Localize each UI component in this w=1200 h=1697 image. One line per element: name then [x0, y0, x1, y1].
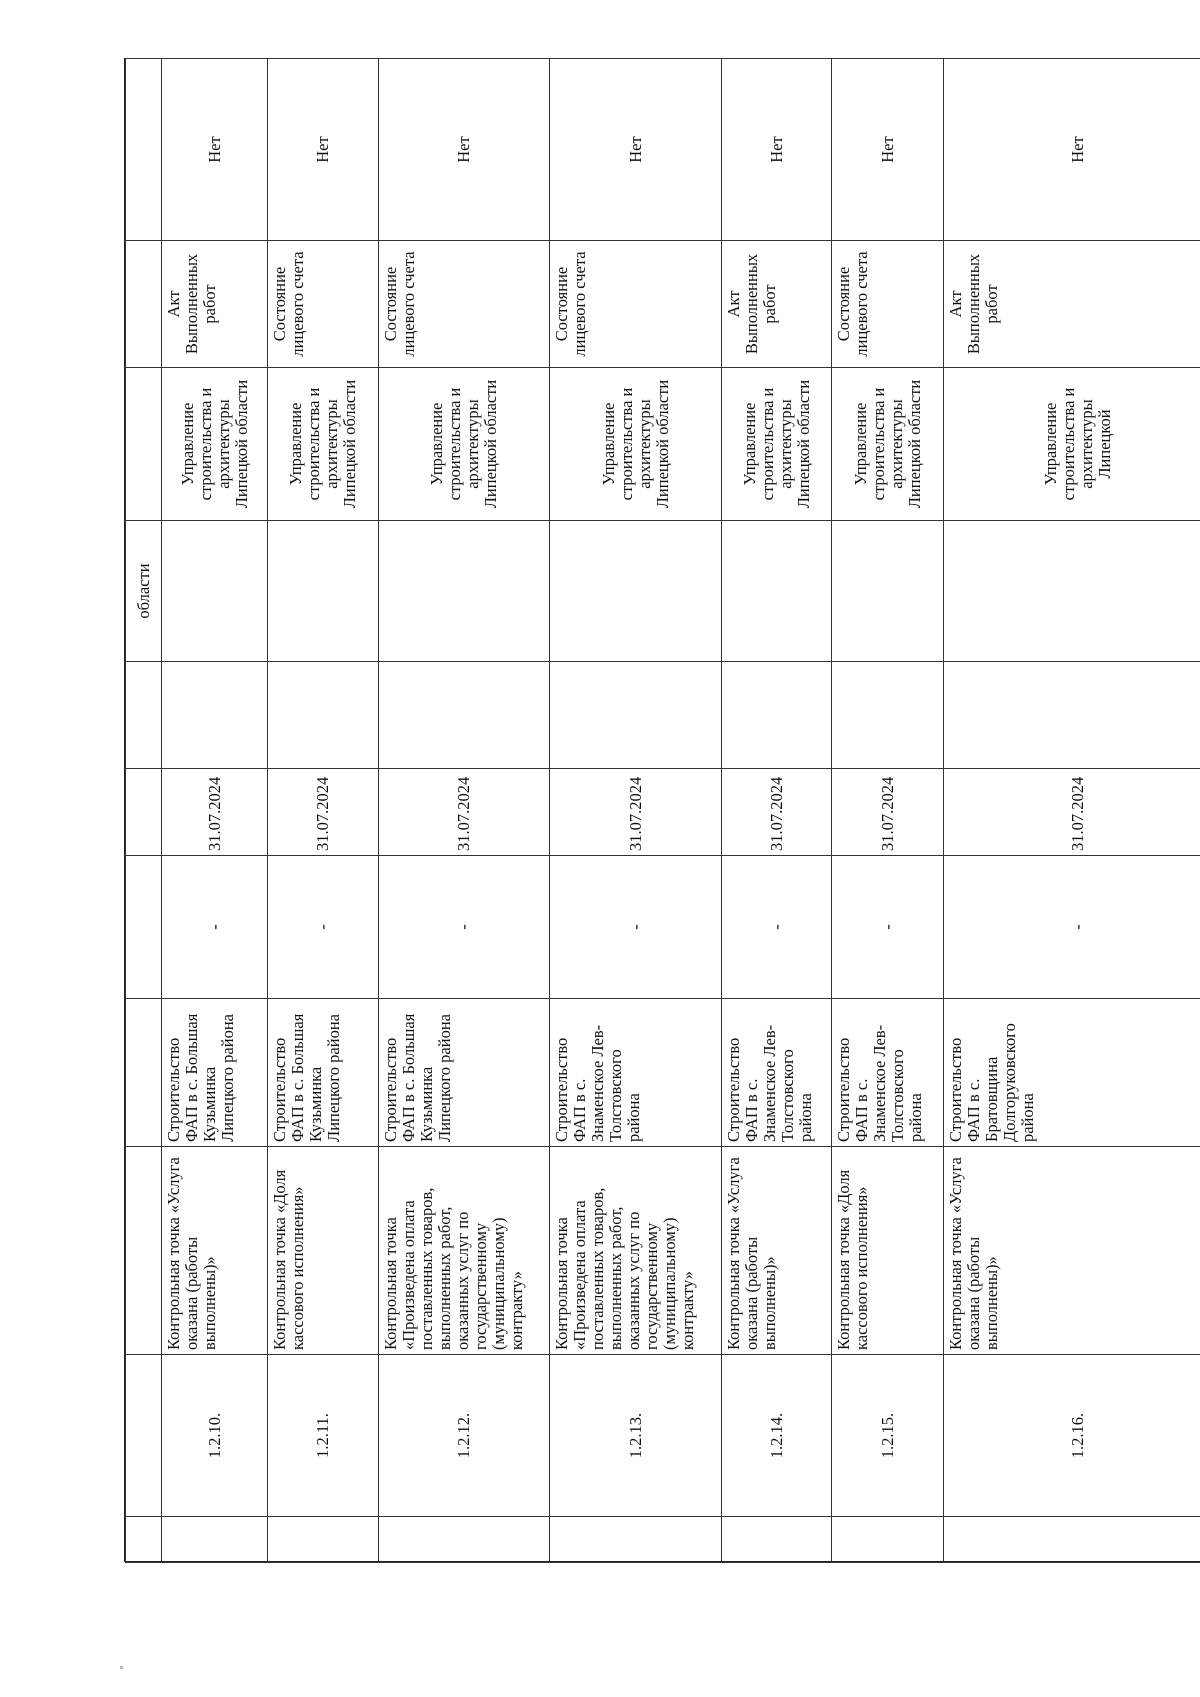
empty-cell [832, 521, 944, 662]
empty-cell [379, 662, 550, 769]
empty-cell [268, 662, 379, 769]
flag-cell: Нет [832, 59, 944, 241]
header-cell [126, 662, 162, 769]
control-point-name: Контрольная точка «Произведена оплата поставленных товаров, выполненных работ, оказанных услуг по государственному (муниципальному) контракту» [379, 1147, 550, 1355]
header-cell [126, 1517, 162, 1563]
table-row [722, 59, 832, 1563]
empty-cell [550, 1517, 722, 1563]
end-date-cell: 31.07.2024 [722, 769, 832, 856]
empty-cell [162, 662, 268, 769]
control-point-name: Контрольная точка «Доля кассового исполнения» [268, 1147, 379, 1355]
end-date-cell: 31.07.2024 [379, 769, 550, 856]
table-row [162, 59, 268, 1563]
scan-speck [120, 1666, 123, 1669]
responsible-org: Управление строительства и архитектуры Липецкой области [832, 368, 944, 521]
object-description: Строительство ФАП в с. Большая Кузьминка Липецкого района [268, 999, 379, 1147]
table-row [832, 59, 944, 1563]
confirming-document: Состояние лицевого счета [550, 241, 722, 368]
row-number: 1.2.12. [379, 1355, 550, 1517]
header-cell [126, 368, 162, 521]
table-row [550, 59, 722, 1563]
confirming-document: Состояние лицевого счета [832, 241, 944, 368]
flag-cell: Нет [162, 59, 268, 241]
end-date-cell: 31.07.2024 [268, 769, 379, 856]
header-cell [126, 241, 162, 368]
confirming-document: Состояние лицевого счета [379, 241, 550, 368]
control-point-name: Контрольная точка «Услуга оказана (работы выполнены)» [944, 1147, 1200, 1355]
empty-cell [162, 1517, 268, 1563]
flag-cell: Нет [550, 59, 722, 241]
row-number: 1.2.11. [268, 1355, 379, 1517]
confirming-document: Акт Выполненных работ [944, 241, 1200, 368]
empty-cell [379, 1517, 550, 1563]
row-number: 1.2.15. [832, 1355, 944, 1517]
control-points-table [125, 58, 1200, 1563]
control-point-name: Контрольная точка «Произведена оплата поставленных товаров, выполненных работ, оказанных услуг по государственному (муниципальному) контракту» [550, 1147, 722, 1355]
end-date-cell: 31.07.2024 [162, 769, 268, 856]
object-description: Строительство ФАП в с. Большая Кузьминка Липецкого района [379, 999, 550, 1147]
empty-cell [944, 662, 1200, 769]
start-date-cell: - [162, 856, 268, 999]
end-date-cell: 31.07.2024 [550, 769, 722, 856]
empty-cell [832, 662, 944, 769]
empty-cell [268, 521, 379, 662]
table-row [944, 59, 1200, 1563]
object-description: Строительство ФАП в с. Знаменское Лев-Толстовского района [550, 999, 722, 1147]
start-date-cell: - [379, 856, 550, 999]
confirming-document: Акт Выполненных работ [722, 241, 832, 368]
header-cell [126, 1147, 162, 1355]
object-description: Строительство ФАП в с. Знаменское Лев-Толстовского района [722, 999, 832, 1147]
responsible-org: Управление строительства и архитектуры Липецкой [944, 368, 1200, 521]
table-row [379, 59, 550, 1563]
object-description: Строительство ФАП в с. Знаменское Лев-Толстовского района [832, 999, 944, 1147]
control-point-name: Контрольная точка «Доля кассового исполнения» [832, 1147, 944, 1355]
header-cell [126, 1355, 162, 1517]
flag-cell: Нет [722, 59, 832, 241]
empty-cell [162, 521, 268, 662]
empty-cell [268, 1517, 379, 1563]
start-date-cell: - [550, 856, 722, 999]
start-date-cell: - [722, 856, 832, 999]
table-header-row [126, 59, 162, 1563]
empty-cell [944, 1517, 1200, 1563]
header-cell [126, 769, 162, 856]
flag-cell: Нет [379, 59, 550, 241]
responsible-org: Управление строительства и архитектуры Липецкой области [550, 368, 722, 521]
object-description: Строительство ФАП в с. Большая Кузьминка Липецкого района [162, 999, 268, 1147]
document-page [124, 58, 1200, 1562]
header-cell [126, 999, 162, 1147]
start-date-cell: - [832, 856, 944, 999]
empty-cell [722, 1517, 832, 1563]
header-org-tail: области [126, 521, 162, 662]
empty-cell [722, 662, 832, 769]
rotated-table-wrapper [125, 59, 1200, 1563]
responsible-org: Управление строительства и архитектуры Липецкой области [722, 368, 832, 521]
table-row [268, 59, 379, 1563]
flag-cell: Нет [268, 59, 379, 241]
empty-cell [379, 521, 550, 662]
object-description: Строительство ФАП в с. Братовщина Долгоруковского района [944, 999, 1200, 1147]
row-number: 1.2.16. [944, 1355, 1200, 1517]
empty-cell [722, 521, 832, 662]
control-point-name: Контрольная точка «Услуга оказана (работы выполнены)» [722, 1147, 832, 1355]
responsible-org: Управление строительства и архитектуры Липецкой области [162, 368, 268, 521]
header-cell [126, 856, 162, 999]
empty-cell [550, 662, 722, 769]
confirming-document: Состояние лицевого счета [268, 241, 379, 368]
row-number: 1.2.13. [550, 1355, 722, 1517]
flag-cell: Нет [944, 59, 1200, 241]
end-date-cell: 31.07.2024 [832, 769, 944, 856]
responsible-org: Управление строительства и архитектуры Липецкой области [379, 368, 550, 521]
empty-cell [944, 521, 1200, 662]
responsible-org: Управление строительства и архитектуры Липецкой области [268, 368, 379, 521]
confirming-document: Акт Выполненных работ [162, 241, 268, 368]
start-date-cell: - [268, 856, 379, 999]
start-date-cell: - [944, 856, 1200, 999]
control-point-name: Контрольная точка «Услуга оказана (работы выполнены)» [162, 1147, 268, 1355]
header-cell [126, 59, 162, 241]
row-number: 1.2.10. [162, 1355, 268, 1517]
row-number: 1.2.14. [722, 1355, 832, 1517]
empty-cell [832, 1517, 944, 1563]
end-date-cell: 31.07.2024 [944, 769, 1200, 856]
empty-cell [550, 521, 722, 662]
